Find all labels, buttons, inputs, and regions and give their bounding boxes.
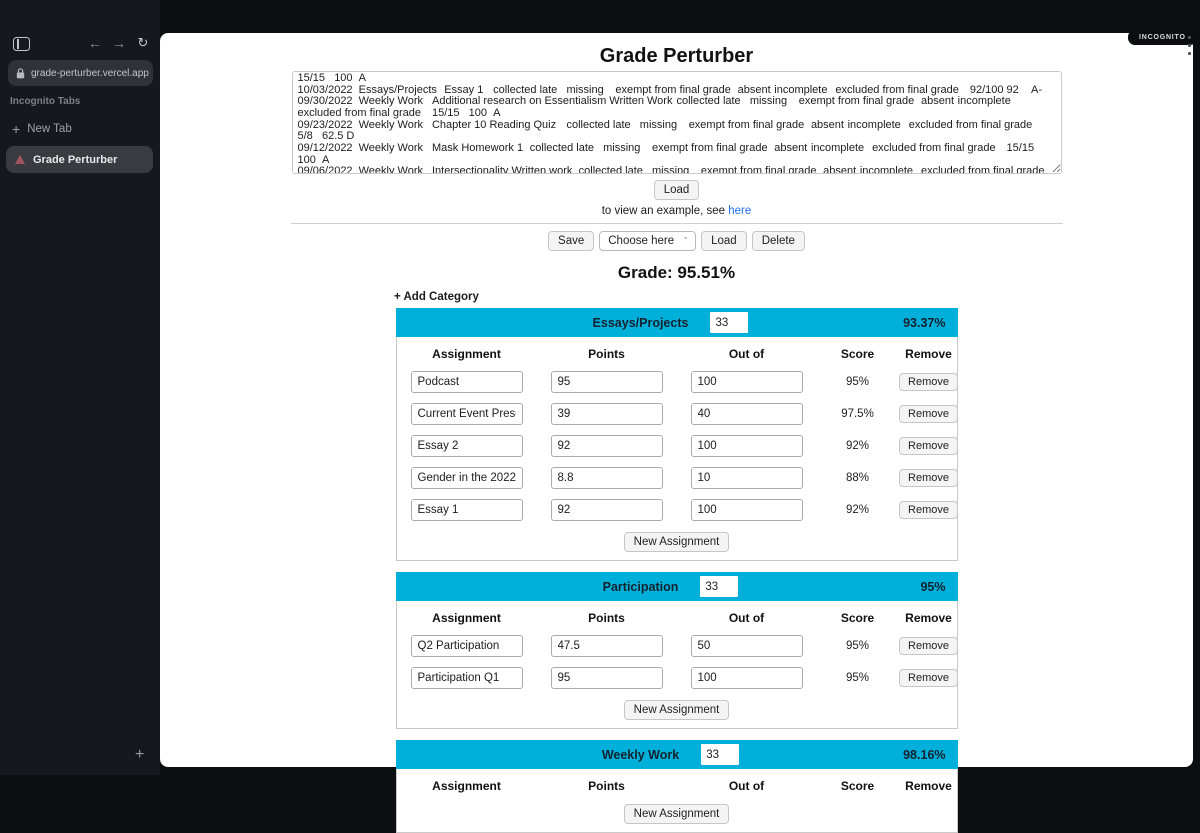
column-header: Points bbox=[588, 611, 625, 625]
plus-icon: + bbox=[12, 121, 21, 137]
outof-input[interactable] bbox=[691, 499, 803, 521]
assignment-row bbox=[397, 462, 957, 494]
select-value: Choose here bbox=[608, 235, 675, 247]
column-header: Remove bbox=[905, 347, 952, 361]
load-saved-button[interactable]: Load bbox=[701, 231, 747, 251]
incognito-tabs-label: Incognito Tabs bbox=[10, 96, 81, 107]
site-favicon-icon bbox=[15, 155, 25, 164]
column-header: Points bbox=[588, 347, 625, 361]
category-percent: 95% bbox=[920, 579, 946, 594]
example-hint-text: to view an example, see bbox=[601, 205, 729, 217]
grades-paste-textarea[interactable] bbox=[292, 71, 1062, 174]
category-header bbox=[396, 308, 958, 337]
new-assignment-button[interactable]: New Assignment bbox=[624, 804, 730, 824]
score-value: 88% bbox=[845, 472, 870, 484]
assignment-row bbox=[397, 494, 957, 526]
category-weight-input[interactable] bbox=[700, 576, 738, 597]
category-percent: 93.37% bbox=[903, 315, 946, 330]
forward-icon[interactable]: → bbox=[112, 35, 126, 51]
browser-content bbox=[160, 33, 1193, 820]
remove-button[interactable]: Remove bbox=[899, 501, 958, 519]
category-weight-input[interactable] bbox=[701, 744, 739, 765]
divider bbox=[291, 223, 1063, 224]
load-textarea-button[interactable]: Load bbox=[654, 180, 700, 200]
points-input[interactable] bbox=[551, 435, 663, 457]
add-category-button[interactable]: + Add Category bbox=[394, 291, 479, 303]
category-section bbox=[396, 740, 958, 833]
outof-input[interactable] bbox=[691, 667, 803, 689]
page-scrollbar[interactable] bbox=[1188, 36, 1191, 55]
tab-title: Grade Perturber bbox=[33, 153, 118, 166]
assignment-row bbox=[397, 430, 957, 462]
assignment-row bbox=[397, 398, 957, 430]
assignment-name-input[interactable] bbox=[411, 435, 523, 457]
outof-input[interactable] bbox=[691, 371, 803, 393]
save-button[interactable]: Save bbox=[548, 231, 594, 251]
assignment-name-input[interactable] bbox=[411, 467, 523, 489]
category-name: Participation bbox=[602, 579, 679, 594]
overall-grade: Grade: 95.51% bbox=[617, 263, 736, 282]
column-header: Remove bbox=[905, 611, 952, 625]
category-body bbox=[396, 601, 958, 729]
column-header: Assignment bbox=[432, 779, 501, 793]
column-header-row bbox=[397, 342, 957, 366]
outof-input[interactable] bbox=[691, 467, 803, 489]
column-header: Score bbox=[840, 779, 875, 793]
reload-icon[interactable]: ↻ bbox=[137, 35, 149, 50]
outof-input[interactable] bbox=[691, 635, 803, 657]
assignment-row bbox=[397, 662, 957, 694]
sidebar-toggle-icon[interactable] bbox=[13, 37, 30, 51]
new-assignment-button[interactable]: New Assignment bbox=[624, 532, 730, 552]
lock-icon bbox=[16, 68, 25, 79]
column-header: Assignment bbox=[432, 611, 501, 625]
column-header: Remove bbox=[905, 779, 952, 793]
score-value: 97.5% bbox=[841, 408, 874, 420]
new-space-plus-icon[interactable]: + bbox=[135, 746, 145, 763]
assignment-name-input[interactable] bbox=[411, 499, 523, 521]
points-input[interactable] bbox=[551, 499, 663, 521]
address-bar[interactable] bbox=[8, 60, 153, 86]
category-name: Essays/Projects bbox=[592, 315, 689, 330]
url-text: grade-perturber.vercel.app bbox=[31, 67, 149, 79]
remove-button[interactable]: Remove bbox=[899, 669, 958, 687]
assignment-name-input[interactable] bbox=[411, 403, 523, 425]
remove-button[interactable]: Remove bbox=[899, 405, 958, 423]
tab-grade-perturber[interactable] bbox=[6, 146, 153, 173]
remove-button[interactable]: Remove bbox=[899, 373, 958, 391]
column-header: Assignment bbox=[432, 347, 501, 361]
category-body bbox=[396, 337, 958, 561]
column-header: Points bbox=[588, 779, 625, 793]
column-header: Score bbox=[840, 611, 875, 625]
score-value: 95% bbox=[845, 376, 870, 388]
example-link[interactable]: here bbox=[728, 205, 752, 217]
example-hint bbox=[160, 205, 1193, 217]
points-input[interactable] bbox=[551, 667, 663, 689]
assignment-name-input[interactable] bbox=[411, 667, 523, 689]
assignment-name-input[interactable] bbox=[411, 371, 523, 393]
points-input[interactable] bbox=[551, 371, 663, 393]
new-tab-label: New Tab bbox=[27, 123, 72, 135]
points-input[interactable] bbox=[551, 403, 663, 425]
score-value: 95% bbox=[845, 640, 870, 652]
assignment-name-input[interactable] bbox=[411, 635, 523, 657]
remove-button[interactable]: Remove bbox=[899, 469, 958, 487]
column-header: Out of bbox=[728, 611, 765, 625]
assignment-row bbox=[397, 366, 957, 398]
browser-sidebar bbox=[0, 0, 160, 775]
category-name: Weekly Work bbox=[601, 747, 680, 762]
column-header-row bbox=[397, 774, 957, 798]
outof-input[interactable] bbox=[691, 435, 803, 457]
category-section bbox=[396, 572, 958, 729]
score-value: 92% bbox=[845, 440, 870, 452]
column-header: Out of bbox=[728, 779, 765, 793]
column-header: Out of bbox=[728, 347, 765, 361]
column-header: Score bbox=[840, 347, 875, 361]
outof-input[interactable] bbox=[691, 403, 803, 425]
points-input[interactable] bbox=[551, 635, 663, 657]
category-weight-input[interactable] bbox=[710, 312, 748, 333]
column-header-row bbox=[397, 606, 957, 630]
category-section bbox=[396, 308, 958, 561]
points-input[interactable] bbox=[551, 467, 663, 489]
score-value: 95% bbox=[845, 672, 870, 684]
remove-button[interactable]: Remove bbox=[899, 637, 958, 655]
new-assignment-button[interactable]: New Assignment bbox=[624, 700, 730, 720]
category-percent: 98.16% bbox=[903, 747, 946, 762]
back-icon[interactable]: ← bbox=[88, 35, 102, 51]
remove-button[interactable]: Remove bbox=[899, 437, 958, 455]
saved-grades-select[interactable] bbox=[599, 231, 696, 251]
chevron-down-icon: ˇ bbox=[684, 236, 688, 246]
categories bbox=[396, 308, 958, 833]
delete-button[interactable]: Delete bbox=[752, 231, 805, 251]
score-value: 92% bbox=[845, 504, 870, 516]
incognito-badge: INCOGNITO bbox=[1128, 30, 1197, 45]
category-header bbox=[396, 740, 958, 769]
assignment-row bbox=[397, 630, 957, 662]
page-title: Grade Perturber bbox=[599, 45, 754, 67]
category-header bbox=[396, 572, 958, 601]
category-body bbox=[396, 769, 958, 833]
new-tab-button[interactable] bbox=[12, 121, 72, 137]
